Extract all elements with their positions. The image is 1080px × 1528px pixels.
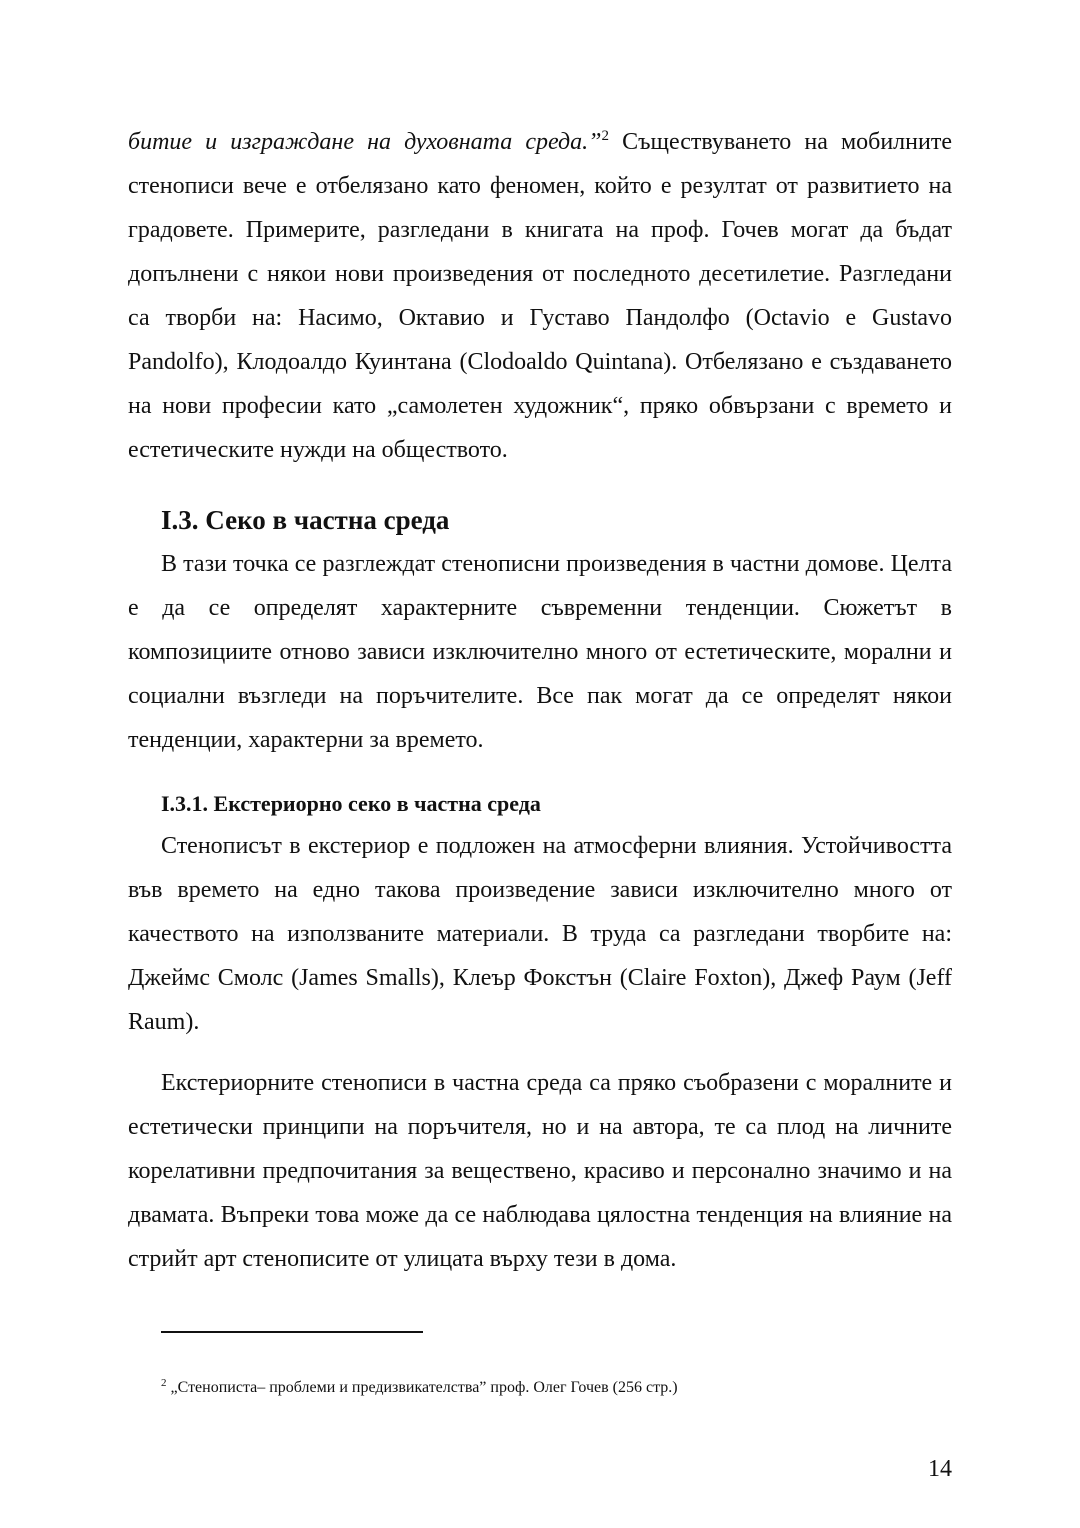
section-paragraph: В тази точка се разглеждат стенописни произведения в частни домове. Целта е да се определят характерните съвременни тенденции. Сюжетът в композициите отново зависи изключително много от естетическите, морални и социални възгледи на поръчителите. Все пак могат да се определят някои тенденции, характерни за времето. <box>128 551 952 753</box>
subsection-heading: I.3.1. Екстериорно секо в частна среда <box>161 791 541 816</box>
footnote-separator <box>161 1331 423 1333</box>
quote-tail: битие и изграждане на духовната среда.” <box>128 129 602 155</box>
intro-paragraph <box>128 120 952 472</box>
footnote <box>161 1378 678 1398</box>
subsection-paragraph-2: Екстериорните стенописи в частна среда са пряко съобразени с моралните и естетически принципи на поръчителя, но и на автора, те са плод на личните корелативни предпочитания за веществено, красиво и персонално значимо и на двамата. Въпреки това може да се наблюдава цялостна тенденция на влияние на стрийт арт стенописите от улицата върху тези в дома. <box>128 1070 952 1272</box>
section-heading: I.3. Секо в частна среда <box>161 505 450 535</box>
subsection-paragraph-1: Стенописът в екстериор е подложен на атмосферни влияния. Устойчивостта във времето на едно такова произведение зависи изключително много от качеството на използваните материали. В труда са разгледани творбите на: Джеймс Смолс (James Smalls), Клеър Фокстън (Claire Foxton), Джеф Раум (Jeff Raum). <box>128 833 952 1035</box>
page-number: 14 <box>928 1456 952 1482</box>
page-body <box>128 120 952 1281</box>
footnote-number: 2 <box>161 1377 167 1389</box>
intro-text: Съществуването на мобилните стенописи вече е отбелязано като феномен, който е резултат от развитието на градовете. Примерите, разгледани в книгата на проф. Гочев могат да бъдат допълнени с някои нови произведения от последното десетилетие. Разгледани са творби на: Насимо, Октавио и Густаво Пандолфо (Octavio e Gustavo Pandolfo), Клодоалдо Куинтана (Clodoaldo Quintana). Отбелязано е създаването на нови професии като „самолетен художник“, пряко обвързани с времето и естетическите нужди на обществото. <box>128 129 952 463</box>
footnote-reference[interactable]: 2 <box>601 128 610 144</box>
footnote-text: „Стенописта– проблеми и предизвикателства” проф. Олег Гочев (256 стр.) <box>166 1379 678 1396</box>
